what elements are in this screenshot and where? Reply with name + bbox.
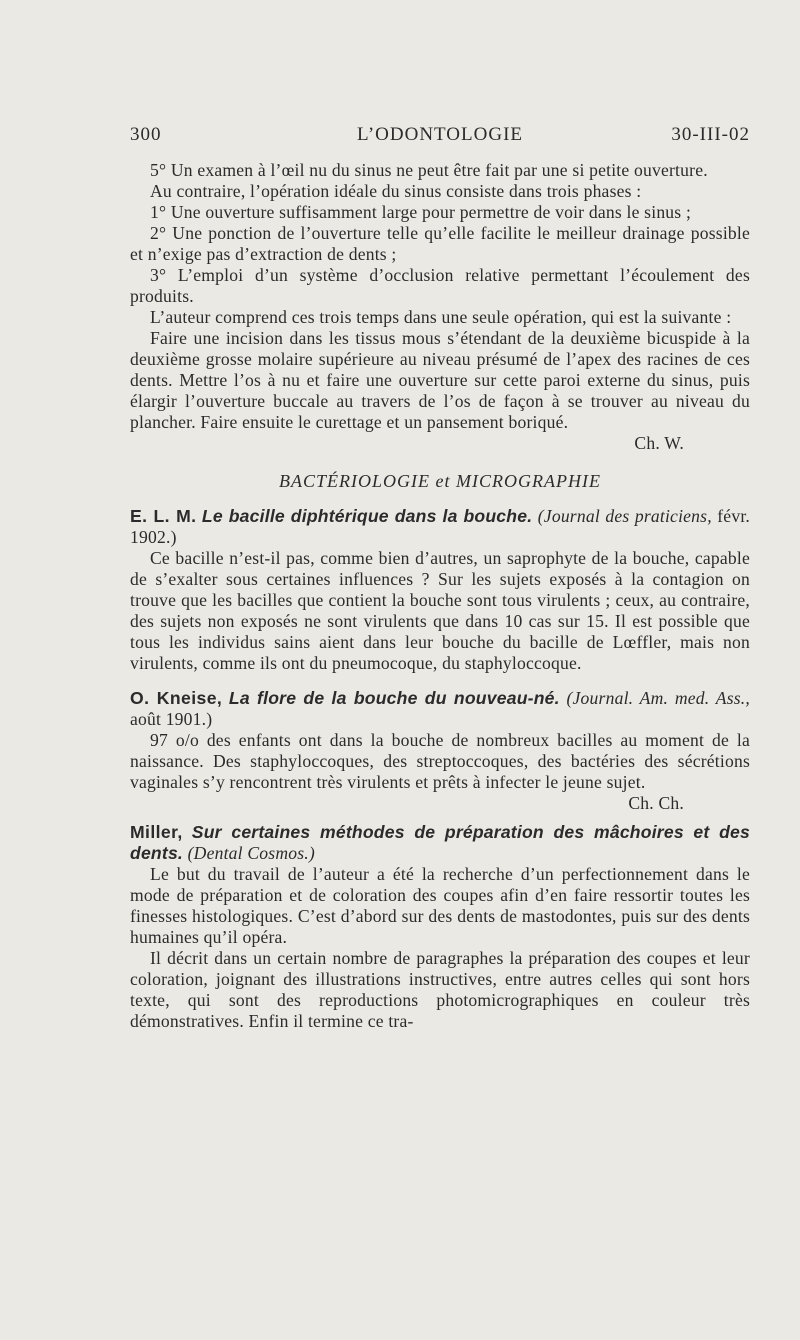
entry-heading (130, 822, 750, 864)
section-title: BACTÉRIOLOGIE et MICROGRAPHIE (279, 471, 601, 491)
entry-heading (130, 506, 750, 548)
entry-text: Il décrit dans un certain nombre de paragraphes la préparation des coupes et leur coloration, joignant des illustrations instructives, entre autres celles qui sont hors texte, qui sont des reproductions photomicrographiques en couleur très démonstratives. Enfin il termine ce tra- (130, 948, 750, 1031)
entry-article-title: La flore de la bouche du nouveau-né. (228, 688, 560, 708)
entry-heading (130, 688, 750, 730)
intro-paragraph: 5° Un examen à l’œil nu du sinus ne peut être fait par une si petite ouverture. (150, 160, 708, 180)
entry-author: E. L. M. (130, 506, 197, 526)
issue-date: 30-III-02 (671, 124, 750, 145)
running-header (130, 124, 750, 152)
intro-paragraph: Faire une incision dans les tissus mous s’étendant de la deuxième bicuspide à la deuxième grosse molaire supérieure au niveau présumé de l’apex des racines de ces dents. Mettre l’os à nu et faire une ouverture sur cette paroi externe du sinus, puis élargir l’ouverture buccale au travers de l’os de façon à se trouver au niveau du plancher. Faire ensuite le curettage et un pansement boriqué. (130, 328, 750, 432)
entry-author: Miller, (130, 822, 183, 842)
intro-paragraph: Au contraire, l’opération idéale du sinus consiste dans trois phases : (150, 181, 642, 201)
intro-signature: Ch. W. (634, 433, 684, 453)
entry-text: Ce bacille n’est-il pas, comme bien d’autres, un saprophyte de la bouche, capable de s’exalter sous certaines influences ? Sur les sujets exposés à la contagion on trouve que les bacilles que contient la bouche sont tous virulents ; ceux, au contraire, des sujets non exposés ne sont virulents que dans 10 cas sur 15. Il est possible que tous les individus sains aient dans leur bouche du bacille de Lœffler, mais non virulents, comme ils ont du pneumocoque, du staphyloccoque. (130, 548, 750, 673)
entry-text: Le but du travail de l’auteur a été la recherche d’un perfectionnement dans le mode de préparation et de coloration des coupes afin d’en faire ressortir toutes les finesses histologiques. C’est d’abord sur des dents de mastodontes, puis sur des dents humaines qu’il opéra. (130, 864, 750, 947)
article-body (130, 160, 750, 1032)
entry-author: O. Kneise, (130, 688, 223, 708)
entry-article-title: Sur certaines méthodes de préparation des mâchoires et des dents. (130, 822, 750, 863)
entry-date: août 1901.) (130, 709, 213, 729)
entry-source: (Journal des praticiens, (537, 506, 712, 526)
intro-paragraph: L’auteur comprend ces trois temps dans une seule opération, qui est la suivante : (150, 307, 732, 327)
intro-paragraph: 3° L’emploi d’un système d’occlusion relative permettant l’écoulement des produits. (130, 265, 750, 306)
journal-title: L’ODONTOLOGIE (356, 124, 524, 145)
entry-signature: Ch. Ch. (628, 793, 684, 813)
entry-text: 97 o/o des enfants ont dans la bouche de nombreux bacilles au moment de la naissance. Des staphyloccoques, des streptoccoques, des bactéries des sécrétions vaginales s’y rencontrent très virulents et prêts à infecter le jeune sujet. (130, 730, 750, 792)
intro-paragraph: 2° Une ponction de l’ouverture telle qu’elle facilite le meilleur drainage possible et n’exige pas d’extraction de dents ; (130, 223, 750, 264)
page-number: 300 (130, 124, 162, 145)
entry-article-title: Le bacille diphtérique dans la bouche. (201, 506, 533, 526)
intro-paragraph: 1° Une ouverture suffisamment large pour permettre de voir dans le sinus ; (150, 202, 692, 222)
entry-date: févr. 1902.) (130, 506, 751, 547)
entry-source: (Dental Cosmos.) (187, 843, 315, 863)
entry-source: (Journal. Am. med. Ass., (566, 688, 750, 708)
